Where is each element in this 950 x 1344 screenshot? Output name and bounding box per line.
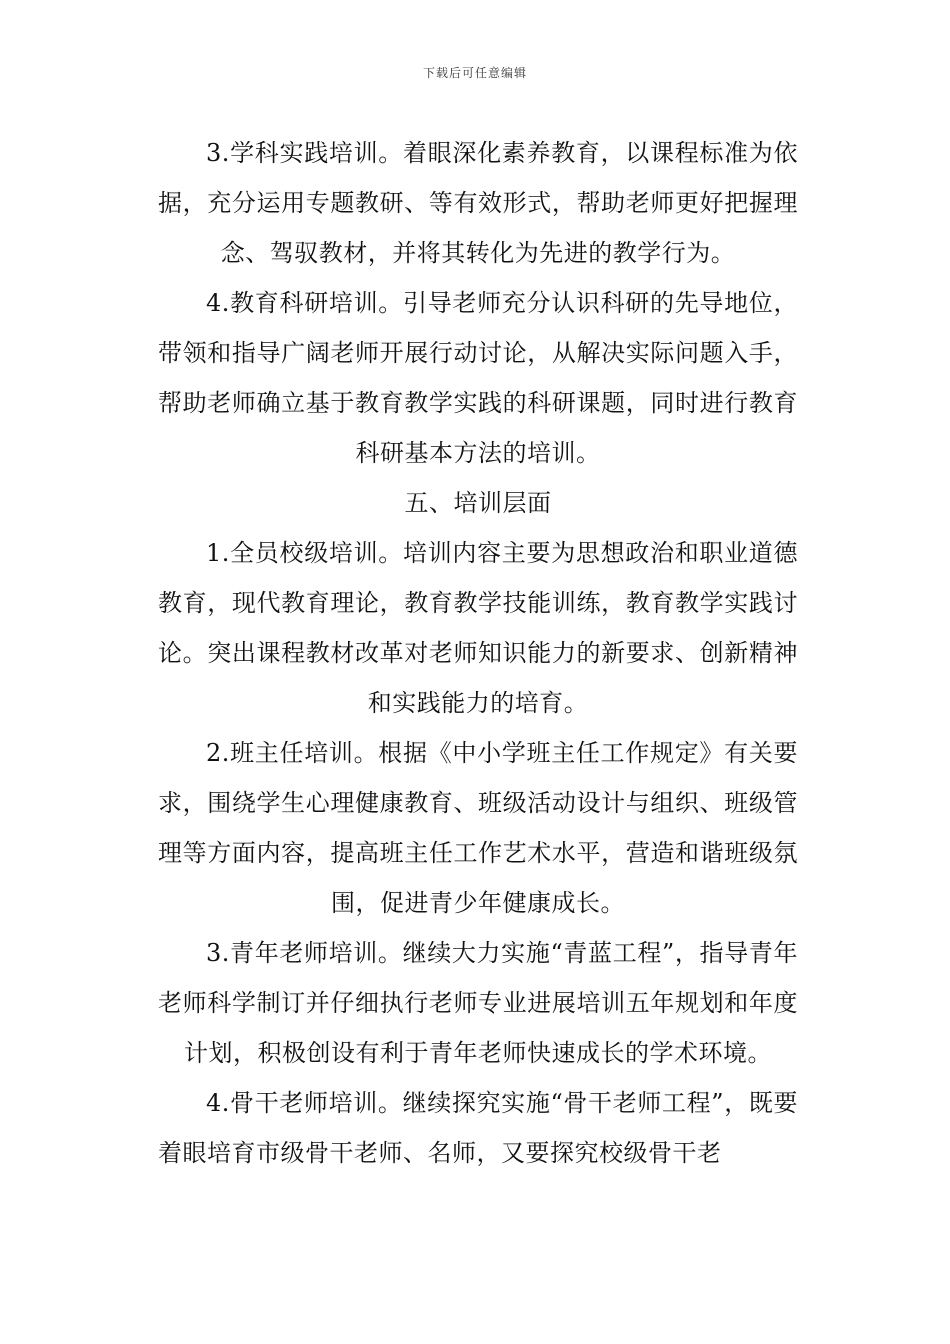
paragraph-subject-practice-training: 3.学科实践培训。着眼深化素养教育，以课程标准为依据，充分运用专题教研、等有效形式，帮助老师更好把握理念、驾驭教材，并将其转化为先进的教学行为。	[158, 139, 798, 267]
paragraph-all-staff-training: 1.全员校级培训。培训内容主要为思想政治和职业道德教育，现代教育理论，教育教学技能训练，教育教学实践讨论。突出课程教材改革对老师知识能力的新要求、创新精神和实践能力的培育。	[158, 539, 798, 717]
paragraph-key-teacher-training: 4.骨干老师培训。继续探究实施“骨干老师工程”，既要着眼培育市级骨干老师、名师，又要探究校级骨干老	[158, 1089, 798, 1167]
paragraph-young-teacher-training: 3.青年老师培训。继续大力实施“青蓝工程”，指导青年老师科学制订并仔细执行老师专业进展培训五年规划和年度计划，积极创设有利于青年老师快速成长的学术环境。	[158, 939, 798, 1067]
paragraph-research-training: 4.教育科研培训。引导老师充分认识科研的先导地位，带领和指导广阔老师开展行动讨论，从解决实际问题入手，帮助老师确立基于教育教学实践的科研课题，同时进行教育科研基本方法的培训。	[158, 289, 798, 467]
paragraph-class-teacher-training: 2.班主任培训。根据《中小学班主任工作规定》有关要求，围绕学生心理健康教育、班级活动设计与组织、班级管理等方面内容，提高班主任工作艺术水平，营造和谐班级氛围，促进青少年健康成长。	[158, 739, 798, 917]
page-header: 下载后可任意编辑	[422, 66, 527, 80]
document-body	[158, 128, 798, 1178]
section-heading-training-levels: 五、培训层面	[404, 489, 552, 517]
